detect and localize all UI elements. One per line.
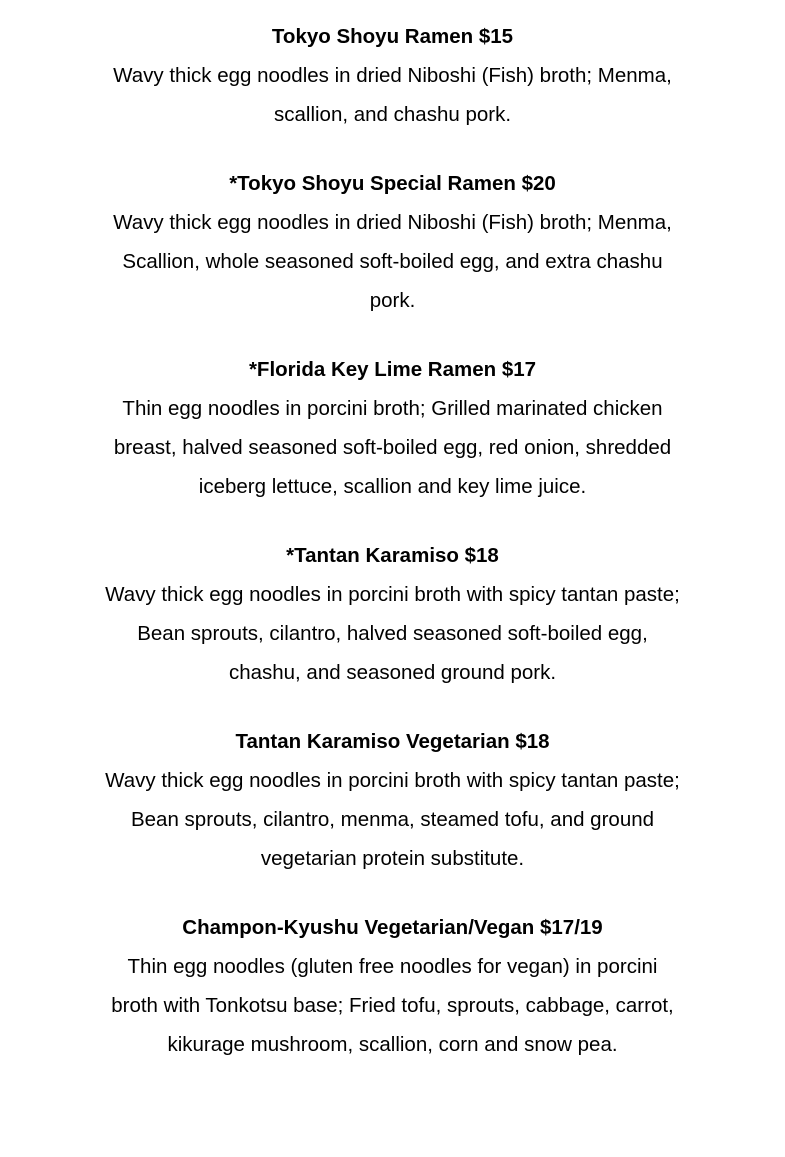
menu-item-description: Wavy thick egg noodles in dried Niboshi (Fish) broth; Menma, Scallion, whole seasoned soft-boiled egg, and extra chashu pork. [113,211,672,312]
menu-item-title: Tokyo Shoyu Ramen $15 [271,25,514,48]
menu-item-title: *Tantan Karamiso $18 [286,544,499,567]
menu-item-title: Champon-Kyushu Vegetarian/Vegan $17/19 [182,916,603,939]
menu-item-tokyo-shoyu-special-ramen [0,169,785,320]
menu-item-tokyo-shoyu-ramen [0,22,785,134]
menu-item-description: Thin egg noodles in porcini broth; Grilled marinated chicken breast, halved seasoned soft-boiled egg, red onion, shredded iceberg lettuce, scallion and key lime juice. [113,397,672,498]
menu-item-description: Wavy thick egg noodles in porcini broth with spicy tantan paste; Bean sprouts, cilantro, menma, steamed tofu, and ground vegetarian protein substitute. [105,769,680,870]
menu-item-tantan-karamiso [0,541,785,692]
menu-item-description: Wavy thick egg noodles in dried Niboshi (Fish) broth; Menma, scallion, and chashu pork. [113,64,672,126]
menu-item-title: *Tokyo Shoyu Special Ramen $20 [229,172,556,195]
menu-item-description: Thin egg noodles (gluten free noodles for vegan) in porcini broth with Tonkotsu base; Fried tofu, sprouts, cabbage, carrot, kikurage mushroom, scallion, corn and snow pea. [111,955,674,1056]
menu-item-tantan-karamiso-vegetarian [0,727,785,878]
menu-item-description: Wavy thick egg noodles in porcini broth with spicy tantan paste; Bean sprouts, cilantro, halved seasoned soft-boiled egg, chashu, and seasoned ground pork. [105,583,680,684]
menu-item-champon-kyushu-vegetarian-vegan [0,913,785,1064]
menu-item-florida-key-lime-ramen [0,355,785,506]
menu-item-title: Tantan Karamiso Vegetarian $18 [235,730,550,753]
menu-item-title: *Florida Key Lime Ramen $17 [248,358,537,381]
